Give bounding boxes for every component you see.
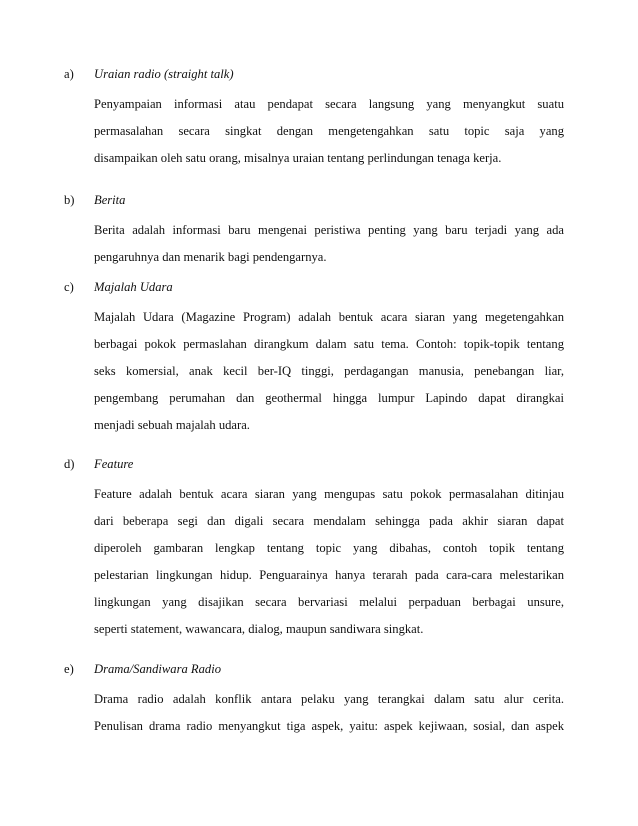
item-body bbox=[94, 304, 564, 439]
item-marker: d) bbox=[64, 457, 75, 471]
body-line: Penulisan drama radio menyangkut tiga aspek, yaitu: aspek kejiwaan, sosial, dan aspek bbox=[94, 719, 564, 733]
body-line: lingkungan yang disajikan secara bervariasi melalui perpaduan berbagai unsure, bbox=[94, 595, 564, 609]
item-marker: e) bbox=[64, 662, 74, 676]
body-line: diperoleh gambaran lengkap tentang topic yang dibahas, contoh topik tentang bbox=[94, 541, 564, 555]
body-line: dari beberapa segi dan digali secara mendalam sehingga pada akhir siaran dapat bbox=[94, 514, 564, 528]
item-heading: Uraian radio (straight talk) bbox=[94, 67, 234, 81]
body-line: pengembang perumahan dan geothermal hingga lumpur Lapindo dapat dirangkai bbox=[94, 391, 564, 405]
body-line: pelestarian lingkungan hidup. Penguarainya hanya terarah pada cara-cara melestarikan bbox=[94, 568, 564, 582]
body-line: Berita adalah informasi baru mengenai peristiwa penting yang baru terjadi yang ada bbox=[94, 223, 564, 237]
body-line: Feature adalah bentuk acara siaran yang mengupas satu pokok permasalahan ditinjau bbox=[94, 487, 564, 501]
item-body bbox=[94, 91, 564, 172]
body-line: Majalah Udara (Magazine Program) adalah bentuk acara siaran yang megetengahkan bbox=[94, 310, 564, 324]
body-line: berbagai pokok permaslahan dirangkum dalam satu tema. Contoh: topik-topik tentang bbox=[94, 337, 564, 351]
body-line: seperti statement, wawancara, dialog, maupun sandiwara singkat. bbox=[94, 622, 424, 636]
item-body bbox=[94, 686, 564, 740]
body-line: seks komersial, anak kecil ber-IQ tinggi, perdagangan manusia, penebangan liar, bbox=[94, 364, 564, 378]
item-marker: c) bbox=[64, 280, 74, 294]
body-line: disampaikan oleh satu orang, misalnya uraian tentang perlindungan tenaga kerja. bbox=[94, 151, 502, 165]
item-heading: Berita bbox=[94, 193, 126, 207]
item-marker: b) bbox=[64, 193, 75, 207]
body-line: permasalahan secara singkat dengan mengetengahkan satu topic saja yang bbox=[94, 124, 564, 138]
item-body bbox=[94, 481, 564, 643]
body-line: pengaruhnya dan menarik bagi pendengarnya. bbox=[94, 250, 327, 264]
item-body bbox=[94, 217, 564, 271]
item-marker: a) bbox=[64, 67, 74, 81]
item-heading: Majalah Udara bbox=[94, 280, 173, 294]
body-line: menjadi sebuah majalah udara. bbox=[94, 418, 250, 432]
body-line: Drama radio adalah konflik antara pelaku yang terangkai dalam satu alur cerita. bbox=[94, 692, 564, 706]
body-line: Penyampaian informasi atau pendapat secara langsung yang menyangkut suatu bbox=[94, 97, 564, 111]
item-heading: Feature bbox=[94, 457, 134, 471]
item-heading: Drama/Sandiwara Radio bbox=[94, 662, 221, 676]
